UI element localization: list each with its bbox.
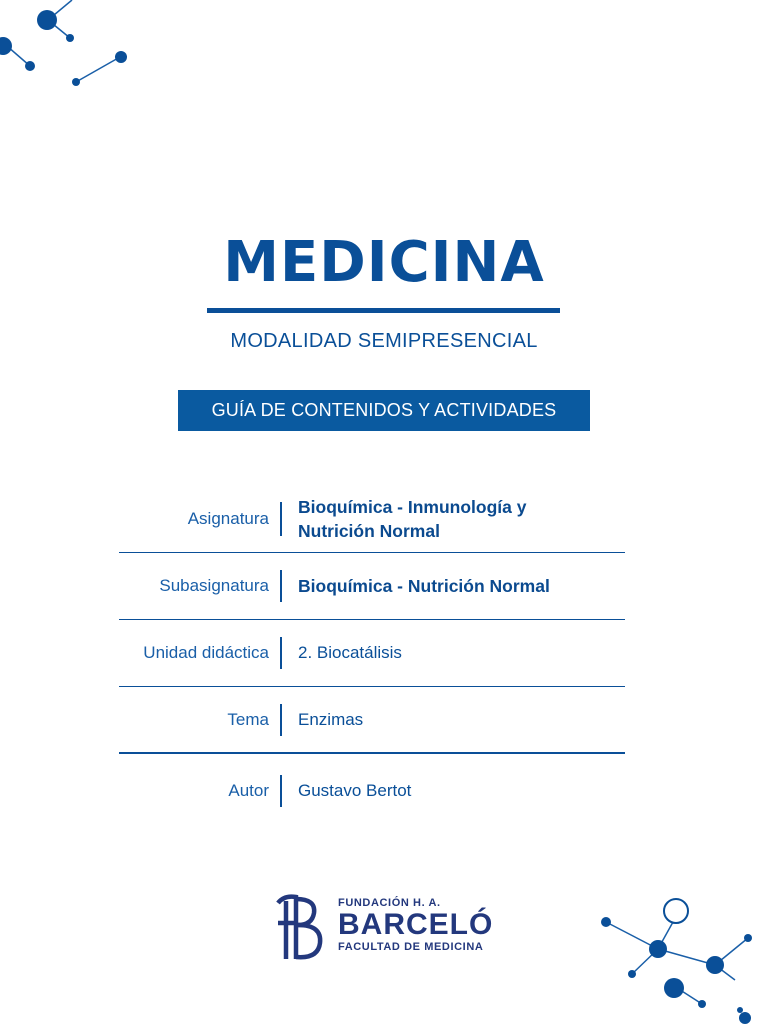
info-label: Autor: [228, 781, 269, 800]
course-info-table: [119, 485, 625, 828]
logo-name: BARCELÓ: [338, 908, 494, 941]
info-label: Subasignatura: [159, 576, 269, 595]
title-underline: [207, 308, 560, 313]
barcelo-logo: [272, 893, 502, 963]
molecule-decoration-top-left: [0, 0, 140, 100]
page-title: MEDICINA: [223, 230, 545, 295]
subtitle: MODALIDAD SEMIPRESENCIAL: [230, 330, 538, 352]
guide-banner: GUÍA DE CONTENIDOS Y ACTIVIDADES: [178, 390, 590, 431]
info-value-line: Nutrición Normal: [298, 520, 440, 541]
info-row-asignatura: [119, 485, 625, 553]
logo-foundation: FUNDACIÓN H. A.: [338, 897, 441, 909]
logo-text: [338, 897, 493, 953]
molecule-decoration-bottom-right: [590, 890, 768, 1024]
info-value: Bioquímica - Nutrición Normal: [298, 576, 550, 596]
info-value: Gustavo Bertot: [298, 781, 412, 800]
info-label: Tema: [227, 709, 269, 729]
fb-monogram-icon: [272, 893, 328, 963]
info-label: Asignatura: [187, 508, 269, 528]
info-row-autor: [119, 754, 625, 828]
info-row-tema: [119, 687, 625, 754]
info-value: Enzimas: [298, 709, 364, 729]
info-value: 2. Biocatálisis: [298, 643, 402, 662]
info-value: [282, 495, 526, 543]
logo-faculty: FACULTAD DE MEDICINA: [338, 941, 484, 953]
info-label: Unidad didáctica: [143, 643, 269, 662]
info-row-subasignatura: [119, 553, 625, 620]
info-row-unidad: [119, 620, 625, 687]
info-value-line: Bioquímica - Inmunología y: [298, 496, 527, 517]
